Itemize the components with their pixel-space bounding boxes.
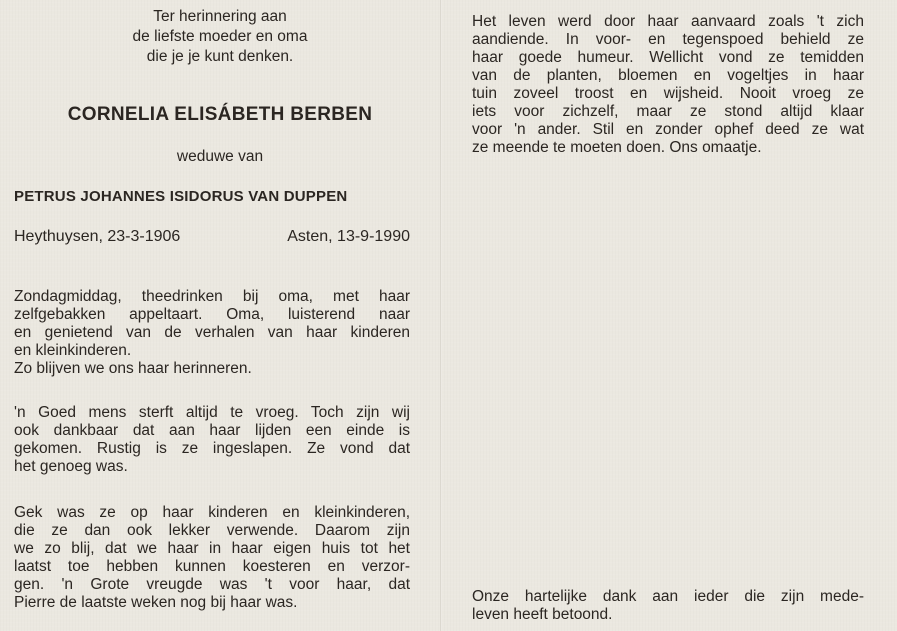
left-page (0, 0, 440, 631)
widow-of-label: weduwe van (176, 148, 264, 165)
text-line: gen. 'n Grote vreugde was 't voor haar, dat (14, 576, 410, 593)
life-paragraph (472, 13, 864, 157)
text-line: Gek was ze op haar kinderen en kleinkinderen, (14, 504, 410, 521)
text-line: 'n Goed mens sterft altijd te vroeg. Toch zijn wij (14, 404, 410, 421)
deceased-name: CORNELIA ELISÁBETH BERBEN (67, 104, 373, 125)
family-paragraph (14, 504, 410, 612)
farewell-paragraph (14, 404, 410, 476)
birth-date: Heythuysen, 23-3-1906 (14, 228, 181, 245)
text-line: iets voor zichzelf, maar ze stond altijd klaar (472, 103, 864, 120)
text-line: laatst toe hebben kunnen koesteren en verzor- (14, 558, 410, 575)
dedication-line-3: die je je kunt denken. (146, 48, 294, 65)
text-line: tuin zoveel troost en wijsheid. Nooit vroeg ze (472, 85, 864, 102)
text-line: van de planten, bloemen en vogeltjes in haar (472, 67, 864, 84)
text-line: Pierre de laatste weken nog bij haar was. (14, 594, 298, 611)
thanks-paragraph (472, 588, 864, 624)
text-line: haar goede humeur. Wellicht vond ze temidden (472, 49, 864, 66)
text-line: Onze hartelijke dank aan ieder die zijn mede- (472, 588, 864, 605)
text-line: en kleinkinderen. (14, 342, 132, 359)
dedication-line-2: de liefste moeder en oma (132, 28, 308, 45)
spouse-name: PETRUS JOHANNES ISIDORUS VAN DUPPEN (14, 188, 348, 205)
text-line: Zondagmiddag, theedrinken bij oma, met haar (14, 288, 410, 305)
text-line: het genoeg was. (14, 458, 128, 475)
memory-paragraph (14, 288, 410, 378)
text-line: leven heeft betoond. (472, 606, 613, 623)
text-line: voor 'n ander. Stil en zonder ophef deed ze wat (472, 121, 864, 138)
text-line: ze meende te moeten doen. Ons omaatje. (472, 139, 762, 156)
text-line: ook dankbaar dat aan haar lijden een einde is (14, 422, 410, 439)
text-line: Het leven werd door haar aanvaard zoals 't zich (472, 13, 864, 30)
life-dates (14, 228, 410, 246)
text-line: gekomen. Rustig is ze ingeslapen. Ze vond dat (14, 440, 410, 457)
text-line: Zo blijven we ons haar herinneren. (14, 360, 252, 377)
text-line: we zo blij, dat we haar in haar eigen huis tot het (14, 540, 410, 557)
text-line: die ze dan ook lekker verwende. Daarom zijn (14, 522, 410, 539)
text-line: aandiende. In voor- en tegenspoed behield ze (472, 31, 864, 48)
text-line: zelfgebakken appeltaart. Oma, luisterend naar (14, 306, 410, 323)
right-page (442, 0, 897, 631)
death-date: Asten, 13-9-1990 (287, 228, 410, 245)
text-line: en genietend van de verhalen van haar kinderen (14, 324, 410, 341)
dedication-line-1: Ter herinnering aan (153, 8, 287, 25)
